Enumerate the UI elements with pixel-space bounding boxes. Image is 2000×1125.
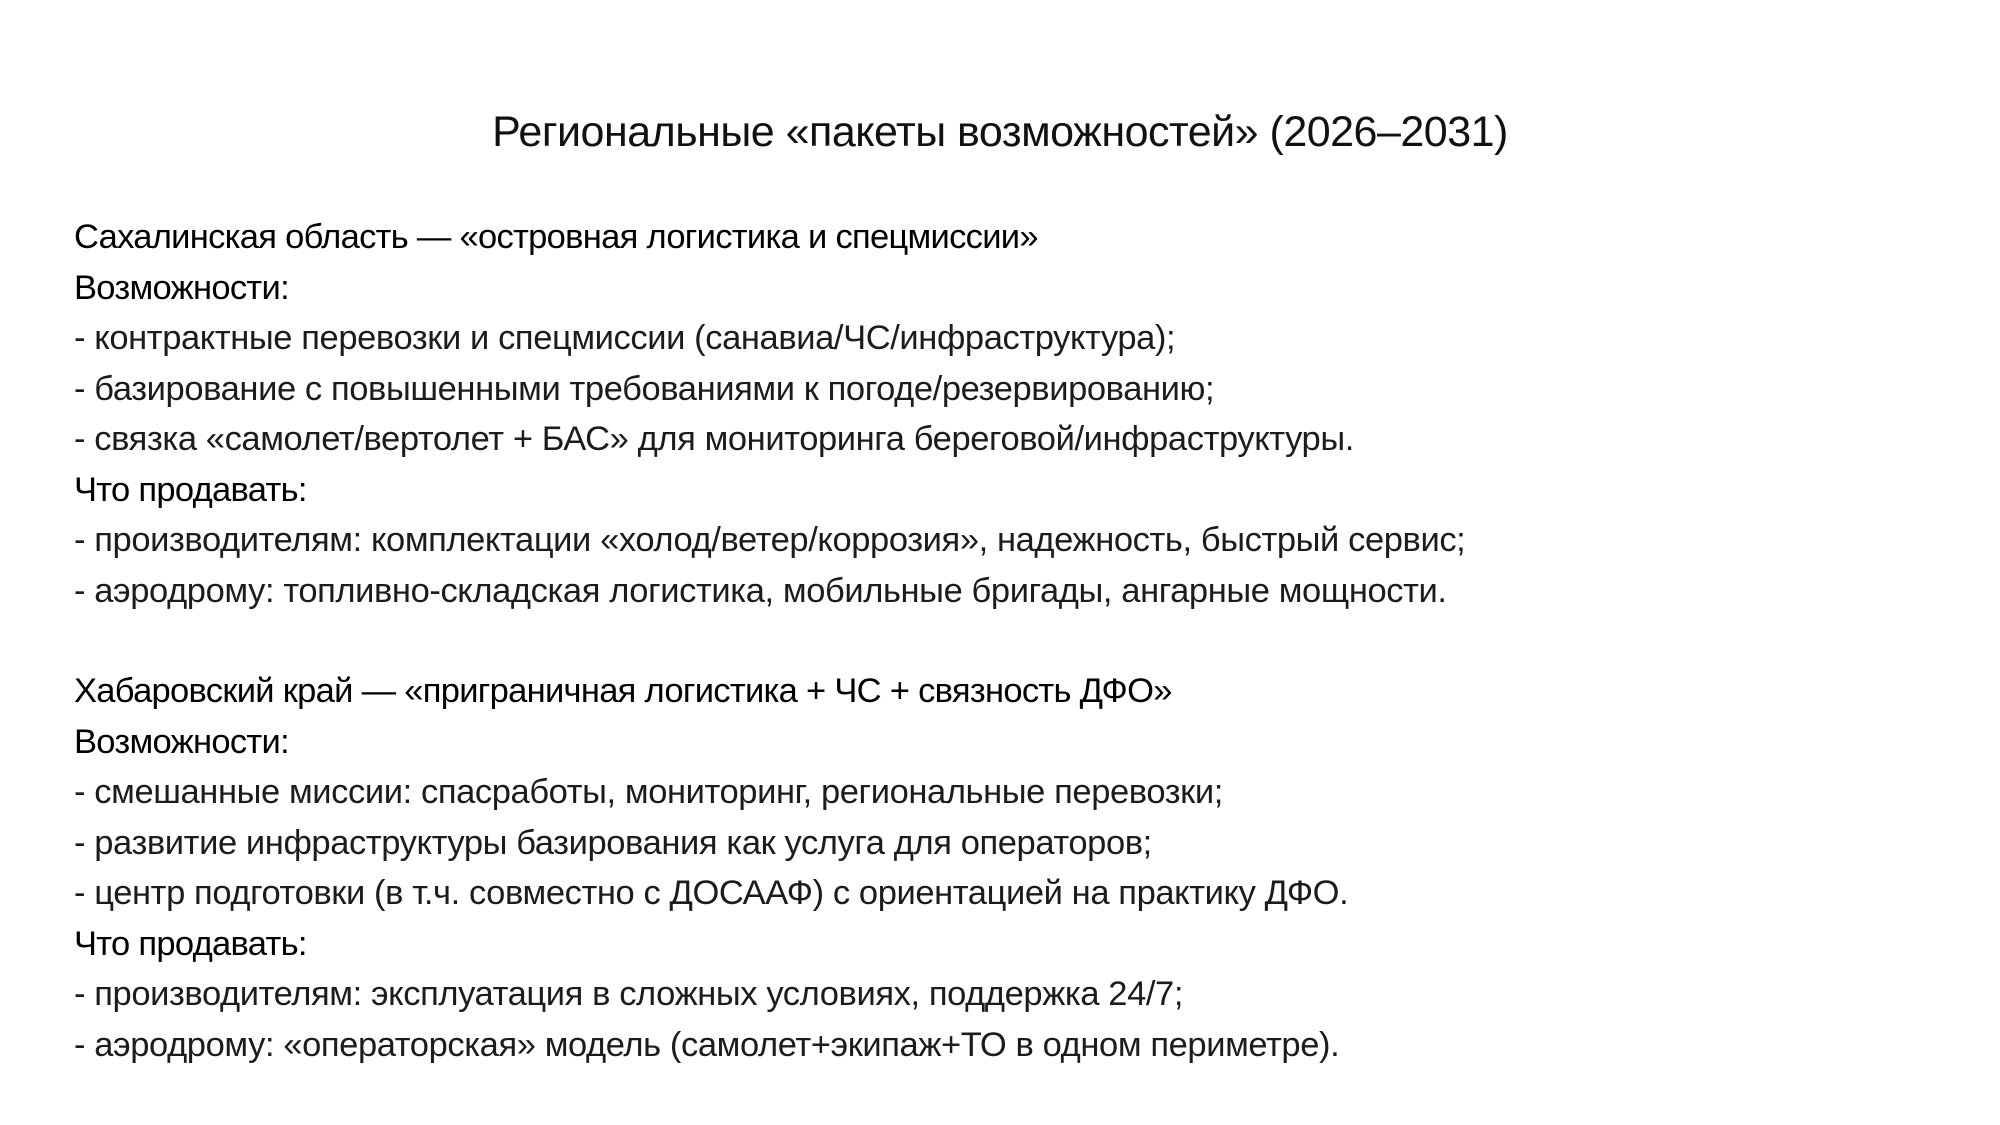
opportunity-item: - центр подготовки (в т.ч. совместно с ДОСААФ) с ориентацией на практику ДФО.	[74, 874, 1349, 912]
opportunity-item: - связка «самолет/вертолет + БАС» для мониторинга береговой/инфраструктуры.	[74, 420, 1354, 458]
sell-item: - производителям: эксплуатация в сложных условиях, поддержка 24/7;	[74, 975, 1184, 1013]
opportunity-item: - контрактные перевозки и спецмиссии (санавиа/ЧС/инфраструктура);	[74, 319, 1176, 357]
sell-item: - производителям: комплектации «холод/ветер/коррозия», надежность, быстрый сервис;	[74, 521, 1466, 559]
sell-label: Что продавать:	[74, 470, 307, 509]
opportunities-label: Возможности:	[74, 268, 289, 307]
opportunity-item: - базирование с повышенными требованиями к погоде/резервированию;	[74, 369, 1215, 408]
region-heading: Сахалинская область — «островная логистика и спецмиссии»	[74, 218, 1038, 256]
region-section-khabarovsk	[74, 666, 1954, 1070]
sell-label: Что продавать:	[74, 924, 307, 963]
opportunities-label: Возможности:	[74, 722, 289, 761]
slide-body	[74, 212, 1954, 1070]
slide-title: Региональные «пакеты возможностей» (2026–2031)	[492, 108, 1508, 156]
opportunity-item: - смешанные миссии: спасработы, мониторинг, региональные перевозки;	[74, 773, 1223, 811]
region-section-sakhalin	[74, 212, 1954, 616]
sell-item: - аэродрому: «операторская» модель (самолет+экипаж+ТО в одном периметре).	[74, 1025, 1340, 1064]
opportunity-item: - развитие инфраструктуры базирования как услуга для операторов;	[74, 823, 1152, 862]
sell-item: - аэродрому: топливно-складская логистика, мобильные бригады, ангарные мощности.	[74, 571, 1447, 610]
region-heading: Хабаровский край — «приграничная логистика + ЧС + связность ДФО»	[74, 672, 1172, 710]
